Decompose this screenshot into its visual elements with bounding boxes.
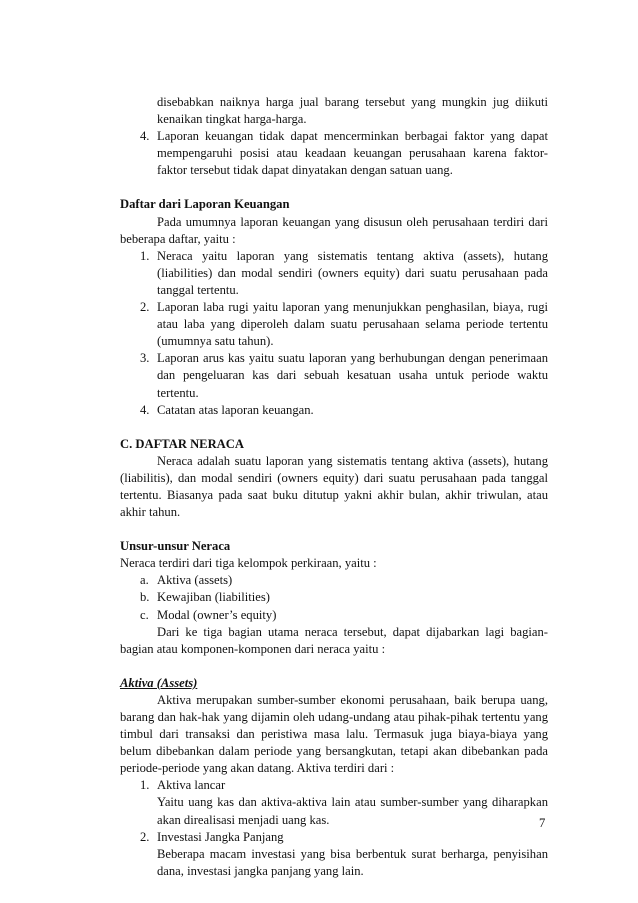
document-page [120,94,548,880]
list-number: 2. [140,300,150,315]
aktiva-text: Aktiva merupakan sumber-sumber ekonomi perusahaan, baik berupa uang, barang dan hak-hak yang dijamin oleh udang-undang atau pihak-pihak tertentu yang timbul dari transaksi dan peristiwa masa lalu. Termasuk juga biaya-biaya yang belum dibebankan dalam periode yang bersangkutan, tetapi akan dibebankan pada periode-periode yang akan datang. Aktiva terdiri dari : [120,692,548,776]
list-text: Beberapa macam investasi yang bisa berbentuk surat berharga, penyisihan dana, investasi jangka panjang yang lain. [157,846,548,878]
neraca-heading: C. DAFTAR NERACA [120,436,244,451]
list-number: 2. [140,829,150,844]
list-text: Kewajiban (liabilities) [157,590,270,605]
list-letter: a. [140,573,149,588]
list-number: 3. [140,351,150,366]
unsur-heading: Unsur-unsur Neraca [120,539,231,554]
list-letter: b. [140,590,150,605]
unsur-list [120,572,548,623]
list-number: 1. [140,248,150,263]
list-letter: c. [140,607,149,622]
daftar-heading: Daftar dari Laporan Keuangan [120,197,290,212]
list-item [120,572,548,589]
list-text: Neraca yaitu laporan yang sistematis tentang aktiva (assets), hutang (liabilities) dan modal sendiri (owners equity) dari suatu perusahaan pada tanggal tertentu. [157,248,548,297]
list-item [120,299,548,350]
list-text: Modal (owner’s equity) [157,607,277,622]
item-3-cont-line-1: disebabkan naiknya harga jual barang tersebut yang mungkin jug diikuti [157,95,548,109]
item-3-continuation [120,94,548,128]
neraca-text: Neraca adalah suatu laporan yang sistematis tentang aktiva (assets), hutang (liabilitis), dan modal sendiri (owners equity) dari suatu perusahaan pada tanggal tertentu. Biasanya pada saat buku ditutup yakni akhir bulan, akhir triwulan, atau akhir tahun. [120,453,548,520]
list-text: Laporan arus kas yaitu suatu laporan yang berhubungan dengan penerimaan dan pengeluaran kas dari sebuah kesatuan usaha untuk periode waktu tertentu. [157,351,548,400]
daftar-intro: Pada umumnya laporan keuangan yang disusun oleh perusahaan terdiri dari beberapa daftar, yaitu : [120,214,548,246]
list-item [120,402,548,419]
page-number: 7 [539,816,546,830]
list-text: Laporan keuangan tidak dapat mencerminkan berbagai faktor yang dapat mempengaruhi posisi atau keadaan keuangan perusahaan karena faktor-faktor tersebut tidak dapat dinyatakan dengan satuan uang. [157,129,548,178]
list-title: Aktiva lancar [157,778,226,793]
list-text: Aktiva (assets) [157,573,233,588]
daftar-list [120,248,548,419]
unsur-closing: Dari ke tiga bagian utama neraca tersebut, dapat dijabarkan lagi bagian-bagian atau komponen-komponen dari neraca yaitu : [120,624,548,656]
aktiva-heading: Aktiva (Assets) [120,675,198,690]
unsur-intro: Neraca terdiri dari tiga kelompok perkiraan, yaitu : [120,556,377,571]
list-number: 1. [140,778,150,793]
list-item [120,350,548,401]
list-item [120,829,548,880]
continuation-list [120,128,548,179]
aktiva-list [120,777,548,880]
list-text: Yaitu uang kas dan aktiva-aktiva lain atau sumber-sumber yang diharapkan akan direalisasi menjadi uang kas. [157,795,548,827]
list-text: Catatan atas laporan keuangan. [157,402,314,417]
list-item [120,589,548,606]
list-text: Laporan laba rugi yaitu laporan yang menunjukkan penghasilan, biaya, rugi atau laba yang diperoleh dalam suatu perusahaan selama periode tertentu (umumnya satu tahun). [157,300,548,349]
list-item [120,777,548,828]
list-item [120,248,548,299]
item-3-cont-line-2: kenaikan tingkat harga-harga. [157,112,307,127]
list-item [120,607,548,624]
list-number: 4. [140,402,150,417]
list-number: 4. [140,129,150,144]
list-title: Investasi Jangka Panjang [157,829,284,844]
list-item [120,128,548,179]
